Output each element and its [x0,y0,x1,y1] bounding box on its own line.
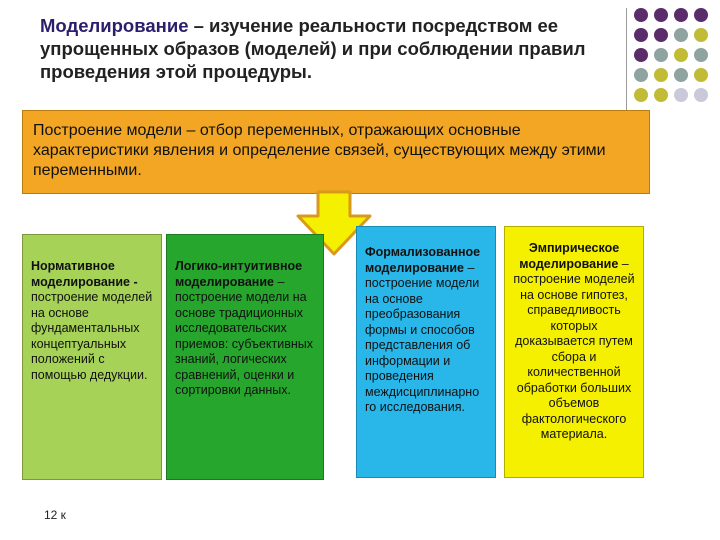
column-empirical-term: Эмпирическое моделирование [519,241,620,271]
decorative-dot [634,88,648,102]
decorative-dot [674,28,688,42]
decorative-dot [654,88,668,102]
decorative-dot [674,48,688,62]
decorative-dot [694,28,708,42]
slide-title [40,14,620,83]
decorative-dot [674,88,688,102]
decorative-dot [694,88,708,102]
column-normative-text: построение моделей на основе фундаментальных концептуальных положений с помощью дедукции. [31,290,153,382]
decorative-dot [674,68,688,82]
title-text: – изучение реальности посредством ее упрощенных образов (моделей) и при соблюдении правил проведения этой процедуры. [40,15,586,82]
column-logical-intuitive [166,234,324,480]
decorative-dot [634,48,648,62]
decorative-dot [654,68,668,82]
column-formalized [356,226,496,478]
column-logical-intuitive-text: – построение модели на основе традиционных исследовательских приемов: субъективных знаний, логических сравнений, оценки и сортировки данных. [175,274,314,397]
divider-line [626,8,627,120]
decorative-dot [674,8,688,22]
decorative-dot [654,48,668,62]
definition-term: Построение модели [33,122,183,139]
decorative-dot [654,8,668,22]
decorative-dot [634,28,648,42]
decorative-dot [694,68,708,82]
column-empirical-text: – построение моделей на основе гипотез, справедливость которых доказывается путем сбора и количественной обработки больших объемов фактологического материала. [513,256,635,441]
column-formalized-term: Формализованное моделирование [365,245,481,275]
title-term: Моделирование [40,15,189,36]
decorative-dot [654,28,668,42]
column-normative-term: Нормативное моделирование - [31,259,138,289]
decorative-dot [634,68,648,82]
decorative-dot [694,48,708,62]
decorative-dot [694,8,708,22]
definition-box [22,110,650,194]
definition-text: – отбор переменных, отражающих основные характеристики явления и определение связей, существующих между этими переменными. [33,122,606,179]
column-formalized-text: – построение модели на основе преобразования формы и способов представления об информации и проведения междисциплинарно го исследования. [365,260,480,414]
decorative-dot-grid [634,8,720,118]
column-logical-intuitive-term: Логико-интуитивное моделирование [175,259,303,289]
column-empirical [504,226,644,478]
page-number: 12 к [44,508,66,522]
decorative-dot [634,8,648,22]
column-normative [22,234,162,480]
